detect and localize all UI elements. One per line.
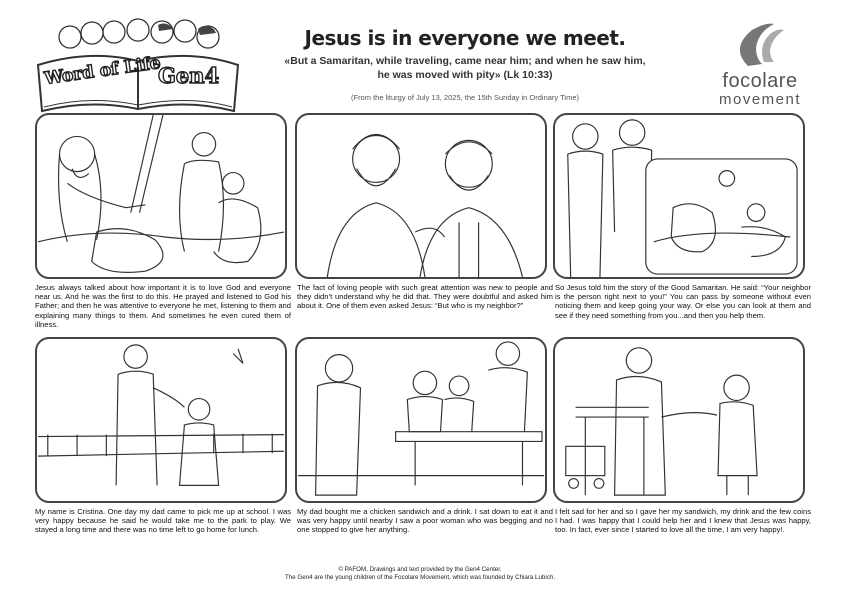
comic-panel-1 (35, 113, 287, 279)
comic-panel-2 (295, 113, 547, 279)
logo-word-of-life: Word of Life (43, 52, 162, 90)
panel-4-caption: My name is Cristina. One day my dad came to pick me up at school. I was very happy because he said he would take me to the park to play. We stayed a long time and there was no time left to go home for lunch. (35, 507, 291, 535)
logo-gen4: Gen4 (158, 63, 220, 88)
comic-panel-5 (295, 337, 547, 503)
panel-2-caption: The fact of loving people with such great attention was new to people and they didn’t understand why he did that. They were doubtful and asked him about it. One of them even asked Jesus: “But who is my neighbor?” (297, 283, 553, 311)
dad-picks-up-cristina-illustration (37, 339, 285, 501)
word-of-life-logo (30, 15, 245, 115)
liturgy-source: (From the liturgy of July 13, 2025, the 15th Sunday in Ordinary Time) (350, 93, 580, 102)
comic-panel-4 (35, 337, 287, 503)
panel-5-caption: My dad bought me a chicken sandwich and a drink. I sat down to eat it and was very happy until nearby I saw a poor woman who was begging and no one stopped to give her anything. (297, 507, 553, 535)
quote-line-1: «But a Samaritan, while traveling, came near him; and when he saw him, (284, 55, 646, 67)
focolare-logo (700, 18, 820, 118)
footer-credits (200, 566, 640, 582)
comic-panel-3 (553, 113, 805, 279)
jesus-and-man-illustration (297, 115, 545, 277)
brand-sub: movement (718, 91, 802, 108)
good-samaritan-illustration (555, 115, 803, 277)
girl-helps-woman-illustration (555, 339, 803, 501)
brand-name: focolare (722, 70, 798, 92)
footer-line-2: The Gen4 are the young children of the Focolare Movement, which was founded by Chiara Lubich. (285, 574, 555, 581)
panel-3-caption: So Jesus told him the story of the Good Samaritan. He said: “Your neighbor is the person right next to you!” You can pass by someone without even noticing them and keep going your way. Or else you can look at them and see if they need something from you...and then you help them. (555, 283, 811, 320)
focolare-swoosh-icon (700, 18, 820, 70)
girl-eating-sandwich-illustration (297, 339, 545, 501)
page-title: Jesus is in everyone we meet. (304, 26, 626, 50)
panel-1-caption: Jesus always talked about how important it is to love God and everyone near us. And he was the first to do this. He prayed and listened to God his Father; and then he was attentive to everyone he met, listening to them and explaining many things to them. And sometimes he even cured them of illness. (35, 283, 291, 329)
footer-line-1: © PAFOM, Drawings and text provided by the Gen4 Center. (338, 566, 502, 573)
panel-6-caption: I felt sad for her and so I gave her my sandwich, my drink and the few coins I had. I was happy that I could help her and I knew that Jesus was happy, too. In fact, ever since I started to love all the time, I am very happy!. (555, 507, 811, 535)
scripture-quote (260, 54, 670, 82)
comic-panel-6 (553, 337, 805, 503)
quote-line-2: he was moved with pity» (Lk 10:33) (377, 69, 553, 81)
jesus-healing-illustration (37, 115, 285, 277)
